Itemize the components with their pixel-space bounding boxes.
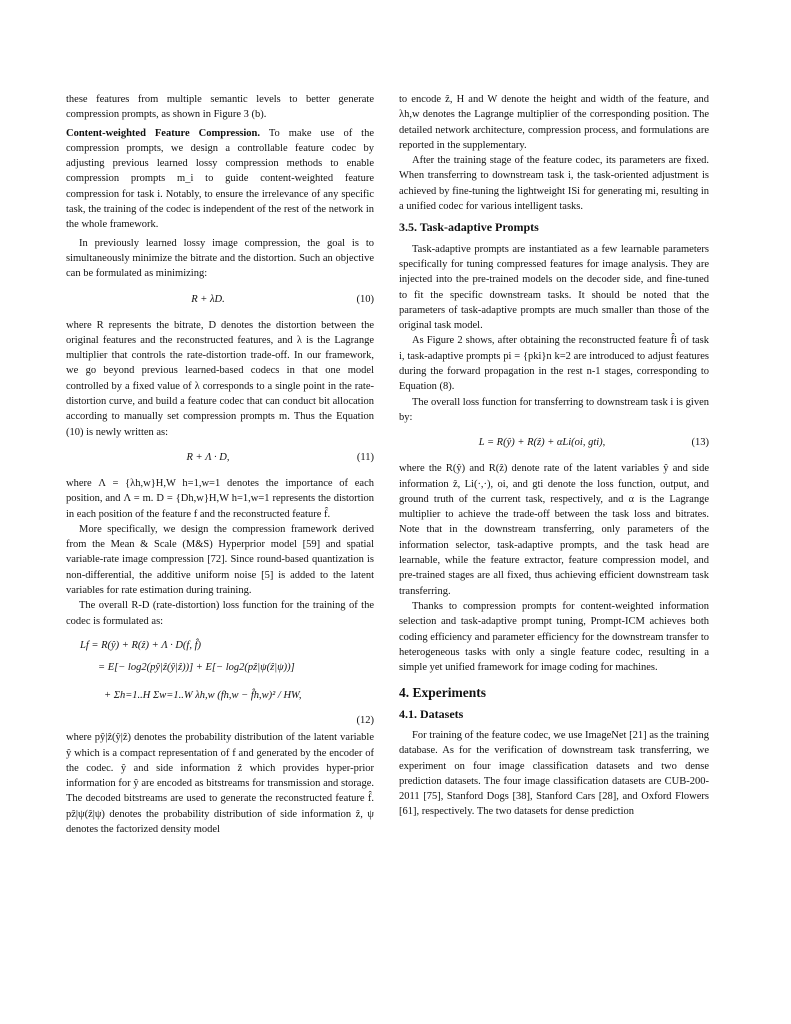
subsection-heading: 4.1. Datasets bbox=[399, 706, 464, 721]
equation-10 bbox=[66, 286, 374, 314]
equation-number: (13) bbox=[691, 437, 709, 449]
equation-body: R + λD. bbox=[191, 293, 225, 305]
equation-number: (11) bbox=[356, 451, 374, 463]
paragraph: As Figure 2 shows, after obtaining the reconstructed feature f̂i of task i, task-adaptive prompts pi = {pki}n k=2 are introduced to adjust features during the forward propagation in the rest n-1 stages, corresponding to Equation (8). bbox=[399, 335, 709, 393]
paragraph: After the training stage of the feature codec, its parameters are fixed. When transferring to downstream task i, the task-oriented adjustment is achieved by fine-tuning the lightweight ISi for generating mi, resulting in a unified codec for various intelligent tasks. bbox=[399, 155, 709, 213]
paragraph: where R represents the bitrate, D denotes the distortion between the original features and the reconstructed features, and λ is the Lagrange multiplier that controls the rate-distortion trade-off. In our framework, we go beyond previous learned-based codecs in that one model controlled by a fixed value of λ corresponds to a single point in the rate-distortion curve, and build a feature codec that can conduct bit allocation according to manually set compression prompts m. Thus the Equation (10) is newly written as: bbox=[66, 319, 374, 438]
paragraph: The overall R-D (rate-distortion) loss function for the training of the codec is formulated as: bbox=[66, 600, 374, 627]
paragraph: More specifically, we design the compression framework derived from the Mean & Scale (M&S) Hyperprior model [59] and spatial variable-rate image compression [72]. Since round-based quantization is non-differential, the additive uniform noise [5] is added to the latent variables for rate estimation during training. bbox=[66, 523, 374, 597]
paragraph-text: To make use of the compression prompts, we design a controllable feature codec by adjusting previous learned lossy compression methods to enable compression prompts m_i to guide content-weighted feature compression for task i. Notably, to ensure the irrelevance of any specific task, the training of the codec is independent of the rest of the network in the whole framework. bbox=[66, 127, 374, 231]
paragraph: For training of the feature codec, we use ImageNet [21] as the training database. As for the verification of downstream task transferring, we experiment on four image classification datasets and two dense prediction datasets. The four image classification datasets are CUB-200-2011 [75], Stanford Dogs [38], Stanford Cars [28], and Oxford Flowers [61], respectively. The two datasets for dense prediction bbox=[399, 729, 709, 818]
paragraph: where Λ = {λh,w}H,W h=1,w=1 denotes the importance of each position, and Λ = m. D = {Dh,w}H,W h=1,w=1 represents the distortion in each position of the feature f and the reconstructed feature f̂. bbox=[66, 477, 374, 520]
paragraph: Thanks to compression prompts for content-weighted information selection and task-adaptive prompt tuning, Prompt-ICM achieves both coding efficiency and parameter efficiency for the downstream transfer to heterogeneous tasks with only a single feature codec, resulting in a simple yet unified framework for image coding for machines. bbox=[399, 600, 709, 674]
paragraph: to encode ẑ, H and W denote the height and width of the feature, and λh,w denotes the Lagrange multiplier of the corresponding position. The detailed network architecture, compression process, and formulations are reported in the supplementary. bbox=[399, 94, 709, 151]
right-column bbox=[399, 92, 709, 820]
equation-line: + Σh=1..H Σw=1..W λh,w (fh,w − f̂h,w)² / HW, bbox=[104, 689, 302, 701]
section-heading: 4. Experiments bbox=[399, 685, 486, 701]
equation-13 bbox=[399, 429, 709, 457]
equation-number: (12) bbox=[356, 714, 374, 726]
equation-number: (10) bbox=[356, 293, 374, 305]
paragraph bbox=[66, 126, 374, 233]
equation-line: = E[− log2(pŷ|ẑ(ŷ|ẑ))] + E[− log2(pẑ|ψ(ẑ|ψ))] bbox=[98, 661, 295, 673]
equation-body: R + Λ · D, bbox=[186, 451, 230, 463]
equation-12 bbox=[66, 635, 374, 728]
paragraph: where the R(ŷ) and R(ẑ) denote rate of the latent variables ŷ and side information ẑ, Li(·,·), oi, and gti denote the loss function, output, and ground truth of the current task, respectively, and α is the Lagrange multiplier to achieve the trade-off between the task loss and bitrates. Note that in the downstream transferring, only parameters of the information selector, task-adaptive prompts, and the task head are learnable, while the feature extractor, feature compression model, and pre-trained stages are all fixed, thus achieving efficient downstream task transferring. bbox=[399, 463, 709, 597]
paragraph: Task-adaptive prompts are instantiated as a few learnable parameters specifically for tuning compressed features for image analysis. They are injected into the pre-trained models on the decoder side, and fine-tuned to fit the specific downstream tasks. It should be noted that the parameters of task-adaptive prompts are much smaller than those of the original task model. bbox=[399, 243, 709, 332]
section-heading: 3.5. Task-adaptive Prompts bbox=[399, 220, 539, 235]
equation-line: Lf = R(ŷ) + R(ẑ) + Λ · D(f, f̂) bbox=[80, 639, 202, 651]
paragraph: these features from multiple semantic levels to better generate compression prompts, as shown in Figure 3 (b). bbox=[66, 94, 374, 121]
paragraph-heading: Content-weighted Feature Compression. bbox=[66, 127, 261, 139]
left-column bbox=[66, 92, 374, 837]
paragraph: In previously learned lossy image compression, the goal is to simultaneously minimize the bitrate and the distortion. Such an objective can be formulated as minimizing: bbox=[66, 237, 374, 280]
equation-body: L = R(ŷ) + R(ẑ) + αLi(oi, gti), bbox=[478, 437, 606, 449]
paragraph: where pŷ|ẑ(ŷ|ẑ) denotes the probability distribution of the latent variable ŷ which is a compact representation of f and generated by the encoder of the codec. ŷ and side information ẑ which provides hyper-prior information for ŷ are encoded as bitstreams for transmission and storage. The decoded bitstreams are used to generate the reconstructed feature f̂. pẑ|ψ(ẑ|ψ) denotes the probability distribution of side information ẑ, ψ denotes the factorized density model bbox=[66, 732, 374, 835]
equation-11 bbox=[66, 444, 374, 472]
paragraph: The overall loss function for transferring to downstream task i is given by: bbox=[399, 396, 709, 423]
